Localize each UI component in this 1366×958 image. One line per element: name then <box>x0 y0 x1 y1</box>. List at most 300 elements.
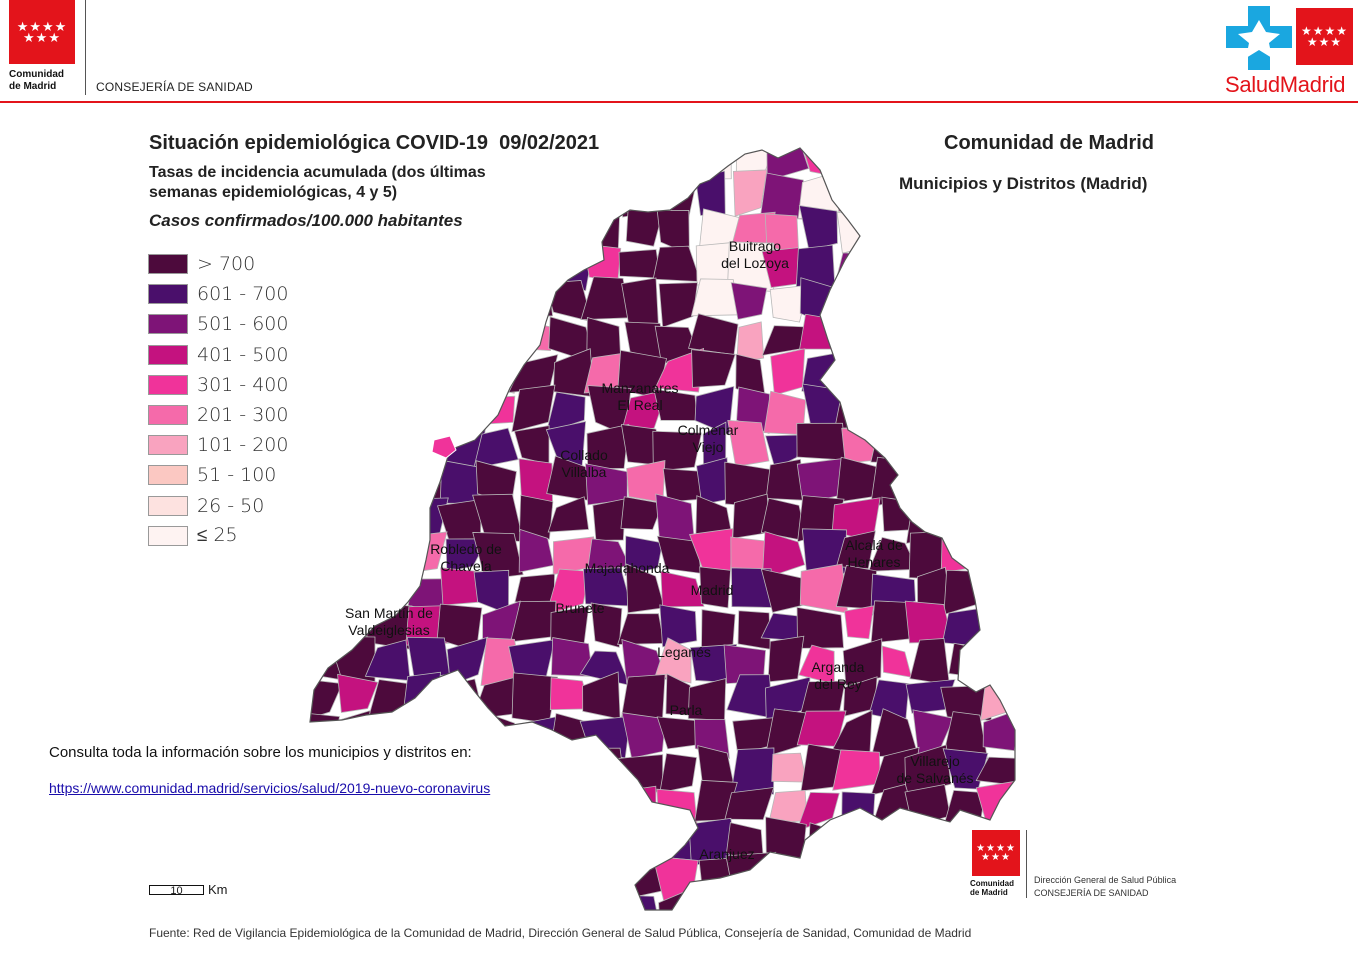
legend-label: 51 - 100 <box>197 464 277 487</box>
municipality-area <box>584 171 617 215</box>
municipality-area <box>482 240 518 288</box>
map-place-label: Collado Villalba <box>560 447 608 480</box>
municipality-area <box>300 432 343 461</box>
municipality-area <box>798 891 838 920</box>
municipality-area <box>407 637 449 679</box>
municipality-area <box>1016 467 1030 504</box>
municipality-area <box>306 460 340 505</box>
municipality-area <box>945 457 987 506</box>
municipality-area <box>981 140 1017 184</box>
municipality-area <box>300 824 340 866</box>
municipality-area <box>845 824 880 864</box>
legend-swatch <box>148 254 188 274</box>
municipality-area <box>1021 792 1030 823</box>
legend-label: 401 - 500 <box>197 343 289 366</box>
map-place-label: Arganda del Rey <box>811 659 865 692</box>
legend-item <box>148 525 238 547</box>
municipality-area <box>438 856 484 904</box>
municipality-area <box>553 825 590 865</box>
municipality-area <box>583 244 621 282</box>
municipality-area <box>910 638 949 684</box>
municipality-area <box>914 853 953 899</box>
municipality-area <box>905 211 950 248</box>
municipality-area <box>475 171 520 212</box>
municipality-area <box>485 817 522 866</box>
legend-label: 201 - 300 <box>197 404 289 426</box>
legend-label: 601 - 700 <box>197 283 289 306</box>
legend-swatch <box>148 314 188 334</box>
map-place-label: Alcalá de Henares <box>845 537 903 570</box>
municipality-area <box>300 357 342 394</box>
municipality-area <box>332 205 376 245</box>
municipality-area <box>869 390 917 428</box>
map-place-label: San Martín de Valdeiglesias <box>345 605 433 638</box>
footer-dg: Dirección General de Salud Pública <box>1034 875 1177 885</box>
municipality-area <box>660 605 697 647</box>
municipality-area <box>436 176 486 209</box>
municipality-area <box>300 385 343 429</box>
municipality-area <box>330 530 378 578</box>
municipality-area <box>906 356 946 400</box>
municipality-area <box>300 180 341 218</box>
map-place-label: Villarejo de Salvanés <box>896 753 974 786</box>
municipality-area <box>978 252 1027 283</box>
municipality-area <box>483 279 514 326</box>
municipality-area <box>653 246 700 282</box>
municipality-area <box>833 750 881 790</box>
municipality-area <box>1017 612 1030 643</box>
municipality-area <box>544 181 586 214</box>
municipality-area <box>843 891 884 920</box>
municipality-area <box>905 173 956 215</box>
footer-dept: CONSEJERÍA DE SANIDAD <box>1034 888 1149 898</box>
municipality-area <box>837 212 883 253</box>
legend-label: 501 - 600 <box>197 313 289 336</box>
legend-label: > 700 <box>197 253 256 275</box>
municipality-area <box>1021 282 1030 319</box>
municipality-area <box>845 606 874 639</box>
municipality-area <box>1017 569 1030 614</box>
municipality-area <box>692 350 736 388</box>
municipality-area <box>986 602 1025 646</box>
map-place-label: Manzanares El Real <box>601 380 679 413</box>
municipality-area <box>941 174 986 219</box>
municipality-area <box>982 498 1021 536</box>
municipality-area <box>772 753 807 782</box>
municipality-area <box>300 576 343 608</box>
subtitle-line1: Tasas de incidencia acumulada (dos últimas <box>149 164 486 181</box>
municipality-area <box>832 855 880 899</box>
municipality-area <box>622 817 664 863</box>
municipality-area <box>370 819 407 864</box>
municipality-area <box>544 859 590 891</box>
municipality-area <box>873 204 916 255</box>
municipality-area <box>1019 859 1030 900</box>
municipality-area <box>799 206 837 251</box>
municipality-area <box>521 892 552 920</box>
municipality-area <box>447 213 486 248</box>
municipality-area <box>402 824 447 865</box>
municipality-area <box>978 280 1023 316</box>
municipality-area <box>551 140 582 172</box>
region-title: Comunidad de Madrid <box>944 132 1154 154</box>
municipality-area <box>300 207 337 250</box>
municipality-area <box>949 643 991 679</box>
municipality-area <box>940 241 985 285</box>
municipality-area <box>904 140 952 178</box>
municipality-area <box>771 349 805 395</box>
municipality-area <box>907 395 956 430</box>
municipality-area <box>364 861 410 900</box>
municipality-area <box>328 429 374 466</box>
municipality-area <box>329 384 379 431</box>
municipality-area <box>402 393 441 426</box>
municipality-area <box>334 495 373 543</box>
municipality-area <box>977 318 1027 359</box>
municipality-area <box>581 748 625 787</box>
municipality-area <box>300 642 342 680</box>
municipality-area <box>1018 252 1030 276</box>
municipality-area <box>737 890 776 920</box>
municipality-area <box>481 895 520 920</box>
municipality-area <box>1025 646 1030 687</box>
municipality-area <box>656 494 695 542</box>
municipality-area <box>590 816 623 863</box>
municipality-area <box>1021 140 1030 178</box>
municipality-area <box>940 386 987 435</box>
map-place-label: Leganés <box>657 644 711 660</box>
municipality-area <box>654 140 693 178</box>
municipality-area <box>300 538 337 571</box>
municipality-area <box>977 351 1014 390</box>
municipality-area <box>440 140 483 177</box>
department-name: CONSEJERÍA DE SANIDAD <box>96 80 253 94</box>
municipality-area <box>985 648 1022 683</box>
municipality-area <box>731 283 767 320</box>
municipality-area <box>954 492 988 543</box>
legend-item <box>148 495 264 517</box>
municipality-area <box>657 789 698 829</box>
municipality-area <box>547 205 585 255</box>
municipality-area <box>976 781 1028 827</box>
legend-label: ≤ 25 <box>197 524 238 547</box>
municipality-area <box>800 314 847 349</box>
municipality-area <box>987 566 1028 606</box>
legend-swatch <box>148 526 188 546</box>
municipality-area <box>477 140 519 174</box>
municipality-area <box>944 570 991 614</box>
salud-madrid-cross-icon <box>1226 6 1292 70</box>
municipality-area <box>375 497 410 543</box>
municipality-area <box>725 788 774 820</box>
region-subtitle: Municipios y Distritos (Madrid) <box>899 174 1148 193</box>
municipality-area <box>842 792 875 831</box>
legend-item <box>148 404 288 426</box>
municipality-area <box>837 253 874 289</box>
legend-swatch <box>148 345 188 365</box>
municipality-area <box>337 351 375 400</box>
municipality-area <box>367 284 411 327</box>
municipality-area <box>980 207 1027 255</box>
municipality-area <box>1016 170 1030 220</box>
municipality-area <box>508 784 560 831</box>
municipality-area <box>511 240 555 292</box>
municipality-area <box>303 855 329 902</box>
municipality-area <box>512 285 553 318</box>
legend-item <box>148 283 288 305</box>
municipality-area <box>443 312 484 358</box>
legend-swatch <box>148 465 188 485</box>
municipality-area <box>369 390 406 434</box>
legend-item <box>148 464 276 486</box>
municipality-area <box>410 140 441 184</box>
municipality-area <box>622 278 659 328</box>
municipality-area <box>837 282 880 326</box>
salud-madrid-flag-icon: ★★★★ ★★★ <box>1296 8 1353 65</box>
municipality-area <box>763 890 806 920</box>
municipality-area <box>809 823 838 868</box>
municipality-area <box>375 177 403 208</box>
municipality-area <box>400 857 446 895</box>
map-place-label: Aranjuez <box>699 846 755 862</box>
municipality-area <box>985 392 1025 433</box>
municipality-area <box>370 535 403 570</box>
municipality-area <box>907 251 949 282</box>
municipality-area <box>981 677 1028 720</box>
municipality-area <box>548 497 588 532</box>
municipality-area <box>918 820 956 864</box>
municipality-area <box>510 854 553 901</box>
municipality-area <box>521 210 557 252</box>
municipality-area <box>1015 218 1030 250</box>
municipality-area <box>987 539 1026 570</box>
municipality-area <box>1013 534 1030 579</box>
municipality-area <box>510 141 547 179</box>
municipality-area <box>978 177 1018 218</box>
municipality-area <box>592 898 619 920</box>
municipality-area <box>303 679 343 720</box>
municipality-area <box>404 903 441 920</box>
municipality-area <box>839 173 880 217</box>
municipality-area <box>581 210 619 249</box>
footer-flag-logo: ★★★★ ★★★ <box>972 830 1020 876</box>
municipality-area <box>1022 709 1030 749</box>
info-text: Consulta toda la información sobre los municipios y distritos en: <box>49 744 472 761</box>
municipality-area <box>372 353 411 397</box>
municipality-area <box>1023 428 1030 465</box>
municipality-area <box>626 786 656 827</box>
municipality-area <box>476 864 517 896</box>
legend-item <box>148 374 288 396</box>
municipality-area <box>514 754 550 784</box>
municipality-area <box>412 171 444 220</box>
footer-org-line2: de Madrid <box>970 888 1008 897</box>
municipality-area <box>438 896 478 920</box>
municipality-area <box>905 456 953 507</box>
legend-item <box>148 344 288 366</box>
municipality-area <box>941 362 990 398</box>
municipality-area <box>300 894 341 920</box>
municipality-area <box>659 283 697 328</box>
municipality-area <box>731 748 774 795</box>
municipality-area <box>913 889 952 920</box>
municipality-area <box>768 854 802 899</box>
municipality-area <box>869 241 915 290</box>
map-place-label: Madrid <box>690 582 734 598</box>
subtitle-line2: semanas epidemiológicas, 4 y 5) <box>149 184 398 201</box>
legend-swatch <box>148 375 188 395</box>
municipality-area <box>593 499 626 541</box>
map-place-label: Majadahonda <box>584 560 670 576</box>
municipality-area <box>875 140 916 180</box>
municipality-area <box>940 317 990 362</box>
municipality-area <box>441 276 486 325</box>
municipality-area <box>984 426 1019 469</box>
org-name-line2: de Madrid <box>9 81 57 92</box>
municipality-area <box>918 325 956 356</box>
legend-item <box>148 313 288 335</box>
municipality-area <box>870 823 916 867</box>
municipality-area <box>306 240 341 286</box>
municipality-area <box>1026 744 1030 787</box>
municipality-area <box>839 352 881 392</box>
municipality-area <box>404 210 442 245</box>
municipality-area <box>331 459 377 502</box>
legend-swatch <box>148 284 188 304</box>
municipality-area <box>1024 393 1030 428</box>
municipality-area <box>512 716 559 751</box>
map-place-label: Brunete <box>555 600 605 616</box>
legend-item <box>148 253 255 275</box>
municipality-area <box>946 420 986 465</box>
legend-swatch <box>148 405 188 425</box>
municipality-area <box>875 900 918 920</box>
municipality-area <box>869 852 918 896</box>
municipality-area <box>840 140 879 182</box>
municipality-area <box>941 283 986 328</box>
municipality-area <box>300 289 342 327</box>
municipality-area <box>407 278 445 325</box>
municipality-area <box>873 286 920 323</box>
scale-unit: Km <box>208 882 228 897</box>
choropleth-map <box>300 140 1030 920</box>
municipality-area <box>514 816 559 861</box>
municipality-area <box>368 140 414 183</box>
municipality-area <box>914 423 948 465</box>
municipality-area <box>696 171 726 216</box>
municipality-area <box>689 890 735 920</box>
municipality-area <box>766 817 807 867</box>
municipality-area <box>619 140 667 179</box>
legend-label: 101 - 200 <box>197 434 289 457</box>
municipality-area <box>1025 502 1030 534</box>
municipality-area <box>797 423 846 460</box>
municipality-area <box>336 855 375 902</box>
municipality-area <box>552 891 588 920</box>
municipality-area <box>941 140 980 173</box>
municipality-area <box>370 456 410 508</box>
header-rule <box>0 101 1358 103</box>
municipality-area <box>446 243 483 291</box>
municipality-area <box>660 754 697 793</box>
map-place-label: Robledo de Chavela <box>430 541 502 574</box>
source-note: Fuente: Red de Vigilancia Epidemiológica de la Comunidad de Madrid, Dirección General de Salud Pública, Consejería de Sanidad, Comunidad de Madrid <box>149 926 972 940</box>
municipality-area <box>405 314 444 358</box>
municipality-area <box>441 359 486 398</box>
municipality-area <box>330 140 376 184</box>
municipality-area <box>1015 683 1030 713</box>
header-separator <box>85 0 86 95</box>
municipality-area <box>307 496 344 539</box>
footer-org-line1: Comunidad <box>970 879 1014 888</box>
municipality-area <box>367 317 406 351</box>
municipality-area <box>442 820 485 864</box>
info-link[interactable]: https://www.comunidad.madrid/servicios/salud/2019-nuevo-coronavirus <box>49 780 491 796</box>
municipality-area <box>368 210 405 249</box>
municipality-area <box>375 427 407 464</box>
legend-label: 26 - 50 <box>197 494 265 517</box>
municipality-area <box>478 322 522 359</box>
municipality-area <box>406 245 447 288</box>
municipality-area <box>337 180 372 214</box>
map-place-label: Parla <box>669 702 703 718</box>
municipality-area <box>953 209 988 255</box>
municipality-area <box>478 214 521 255</box>
municipality-area <box>404 362 442 398</box>
footer-separator <box>1026 830 1027 898</box>
municipality-area <box>879 359 914 386</box>
municipality-area <box>589 140 628 173</box>
map-place-label: Buitrago del Lozoya <box>721 238 789 271</box>
municipality-area <box>1012 317 1030 362</box>
municipality-area <box>807 864 844 892</box>
municipality-area <box>689 314 738 355</box>
legend-label: 301 - 400 <box>197 373 289 396</box>
units-label: Casos confirmados/100.000 habitantes <box>149 211 463 230</box>
municipality-area <box>437 679 484 716</box>
municipality-area <box>509 170 547 211</box>
municipality-area <box>882 646 911 677</box>
municipality-area <box>300 140 343 177</box>
municipality-area <box>834 321 884 360</box>
municipality-area <box>585 785 626 821</box>
municipality-area <box>877 182 916 211</box>
municipality-area <box>797 607 844 648</box>
municipality-area <box>801 140 846 179</box>
org-name-line1: Comunidad <box>9 69 64 80</box>
legend-item <box>148 434 288 456</box>
municipality-area <box>377 248 415 291</box>
municipality-area <box>444 393 479 432</box>
municipality-area <box>474 396 515 424</box>
municipality-area <box>373 893 406 920</box>
legend-swatch <box>148 496 188 516</box>
municipality-area <box>333 894 376 920</box>
municipality-area <box>300 602 339 652</box>
municipality-area <box>300 315 342 349</box>
municipality-area <box>338 279 376 320</box>
scale-bar: 10 <box>149 885 204 895</box>
municipality-area <box>983 464 1026 497</box>
municipality-area <box>333 315 372 360</box>
page-title: Situación epidemiológica COVID-19 09/02/2021 <box>149 132 600 154</box>
municipality-area <box>905 282 953 319</box>
municipality-area <box>872 312 916 355</box>
map-place-label: Colmenar Viejo <box>677 422 739 455</box>
municipality-area <box>343 246 378 291</box>
municipality-area <box>583 672 621 719</box>
municipality-area <box>545 744 588 790</box>
